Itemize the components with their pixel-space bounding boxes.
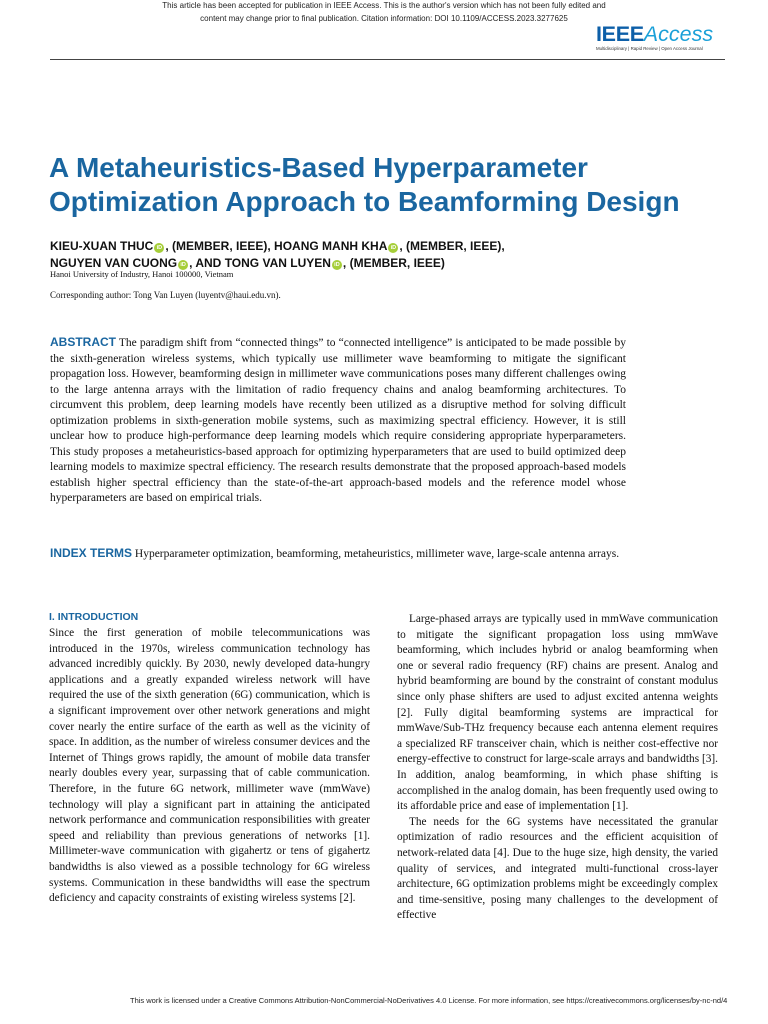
abstract-label: ABSTRACT [50,335,116,349]
orcid-icon[interactable]: iD [332,260,342,270]
logo-tagline: Multidisciplinary | Rapid Review | Open Access Journal [596,46,703,51]
license-footer: This work is licensed under a Creative Commons Attribution-NonCommercial-NoDerivatives 4.0 License. For more information, see https://creativecommons.org/licenses/by-nc-nd/4 [130,996,728,1005]
index-terms-label: INDEX TERMS [50,546,133,560]
logo-ieee-text: IEEE [596,22,644,46]
corresponding-author: Corresponding author: Tong Van Luyen (luyentv@haui.edu.vn). [50,290,281,300]
paper-title: A Metaheuristics-Based Hyperparameter Optimization Approach to Beamforming Design [49,152,680,217]
left-column [49,611,370,907]
body-paragraph: Since the first generation of mobile telecommunications was introduced in the 1970s, wireless communication technology has advanced incredibly quickly. By 2030, newly developed data-hungry applications and a greatly expanded wireless network will have required the use of the sixth generation (6G) communication, which is a significant improvement over other network generations and might cover nearly the entire surface of the earth as well as the vicinity of space. In addition, as the number of wireless consumer devices and the Internet of Things grows rapidly, the amount of mobile data transfer nearly doubles every year, surpassing that of cable communication. Therefore, in the future 6G network, millimeter wave (mmWave) technology will play a significant part in attaining the anticipated network performance and communication responsibilities with greater speed and reliability than previous generations of networks [1]. Millimeter-wave communication with gigahertz or tens of gigahertz bandwidths is also viewed as a possible technology for 6G wireless systems. Communication in these bandwidths will ease the spectrum deficiency and capacity constraints of existing wireless systems [2]. [49,627,370,905]
notice-line-1: This article has been accepted for publication in IEEE Access. This is the author's version which has not been fully edited and [162,1,606,10]
header-divider [50,59,725,60]
author-list [50,238,750,272]
author-connector: , AND [189,256,225,270]
orcid-icon[interactable]: iD [388,243,398,253]
orcid-icon[interactable]: iD [178,260,188,270]
author-name: TONG VAN LUYEN [224,256,331,270]
index-terms [50,546,626,563]
abstract [50,335,626,507]
author-name: NGUYEN VAN CUONG [50,256,178,270]
journal-logo [596,21,726,51]
author-name: HOANG MANH KHA [274,239,388,253]
affiliation: Hanoi University of Industry, Hanoi 100000, Vietnam [50,269,234,279]
orcid-icon[interactable]: iD [154,243,164,253]
notice-line-2: content may change prior to final publication. Citation information: DOI 10.1109/ACCESS.2023.3277625 [200,13,568,23]
author-name: KIEU-XUAN THUC [50,239,154,253]
author-membership: , (MEMBER, IEEE), [399,239,505,253]
body-paragraph: The needs for the 6G systems have necessitated the granular optimization of radio resources and the efficient acquisition of network-related data [4]. Due to the huge size, high density, the varied quality of services, and integrated multi-functional cross-layer architecture, 6G optimization problems might be exceedingly complex and time-sensitive, posing many challenges to the development of effective [397,815,718,922]
right-column [397,612,718,924]
section-heading-introduction: I. INTRODUCTION [49,611,139,623]
author-membership: , (MEMBER, IEEE) [342,256,445,270]
index-terms-text: Hyperparameter optimization, beamforming, metaheuristics, millimeter wave, large-scale antenna arrays. [134,548,620,560]
abstract-text: The paradigm shift from “connected things” to “connected intelligence” is anticipated to be made possible by the sixth-generation wireless systems, which typically use millimeter wave beamforming to mitigate the significant propagation loss. However, beamforming design in millimeter wave communications poses many different challenges owing to the large antenna arrays with the limitation of radio frequency chains and analog beamforming architectures. To circumvent this problem, deep learning models have recently been utilized as a disruptive method for solving difficult optimization problems in sixth-generation mobile systems, such as maximizing spectral efficiency. However, it is still unclear how to produce high-performance deep learning models which require considering appropriate hyperparameters. This study proposes a metaheuristics-based approach for optimizing hyperparameters that are used to build optimized deep learning models to maximize spectral efficiency. The research results demonstrate that the proposed approach-based models establish higher spectral efficiency than the state-of-the-art approach-based models and the reference model whose hyperparameters are based on empirical trials. [50,337,626,504]
logo-access-text: Access [643,22,714,46]
body-paragraph: Large-phased arrays are typically used in mmWave communication to mitigate the significant propagation loss using mmWave beamforming, which includes hybrid or analog beamforming when one or several radio frequency (RF) chains are present. Analog and hybrid beamforming are bound by the constraint of constant modulus since only phase shifters are used to adjust excited antenna weights [2]. Fully digital beamforming systems are impractical for mmWave/Sub-THz frequency because each antenna element requires a specialized RF transceiver chain, which is neither cost-effective nor energy-effective to construct for large-scale arrays and bandwidths [3]. In addition, analog beamforming, in which phase shifting is accomplished in the analog domain, has been frequently used owing to its affordable price and ease of implementation [1]. [397,613,718,813]
author-membership: , (MEMBER, IEEE), [165,239,275,253]
